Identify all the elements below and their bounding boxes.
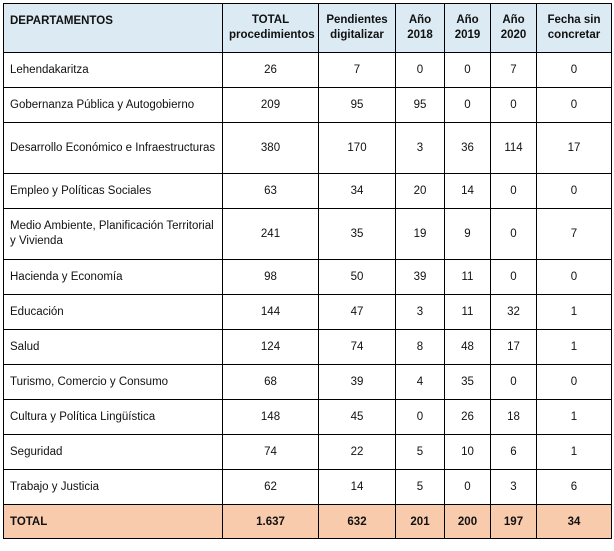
cell-2020: 6 (491, 435, 537, 470)
cell-department: Educación (4, 295, 223, 330)
cell-pendientes: 39 (319, 365, 396, 400)
cell-2019: 11 (445, 260, 491, 295)
cell-2020: 18 (491, 400, 537, 435)
cell-total: 124 (223, 330, 319, 365)
cell-sin-fecha: 1 (537, 400, 612, 435)
cell-pendientes: 45 (319, 400, 396, 435)
cell-pendientes: 74 (319, 330, 396, 365)
cell-pendientes: 34 (319, 174, 396, 209)
cell-department: Medio Ambiente, Planificación Territorial y Vivienda (4, 209, 223, 260)
cell-2019: 35 (445, 365, 491, 400)
table-body (4, 53, 612, 505)
cell-pendientes: 50 (319, 260, 396, 295)
table-row (4, 260, 612, 295)
cell-sin-fecha: 6 (537, 470, 612, 505)
cell-department: Empleo y Políticas Sociales (4, 174, 223, 209)
cell-2020: 0 (491, 88, 537, 123)
total-2020: 197 (491, 505, 537, 539)
cell-sin-fecha: 0 (537, 88, 612, 123)
table-row (4, 123, 612, 174)
cell-total: 98 (223, 260, 319, 295)
header-total: TOTAL procedimientos (223, 4, 319, 53)
cell-2019: 0 (445, 88, 491, 123)
cell-2018: 4 (396, 365, 445, 400)
table-row (4, 53, 612, 88)
cell-pendientes: 14 (319, 470, 396, 505)
cell-2018: 19 (396, 209, 445, 260)
cell-2019: 11 (445, 295, 491, 330)
header-pendientes: Pendientes digitalizar (319, 4, 396, 53)
cell-total: 144 (223, 295, 319, 330)
header-departamentos: DEPARTAMENTOS (4, 4, 223, 53)
total-2018: 201 (396, 505, 445, 539)
cell-department: Turismo, Comercio y Consumo (4, 365, 223, 400)
cell-2020: 7 (491, 53, 537, 88)
header-fecha-sin-concretar: Fecha sin concretar (537, 4, 612, 53)
cell-sin-fecha: 0 (537, 365, 612, 400)
cell-2020: 0 (491, 174, 537, 209)
procedures-table (3, 3, 612, 539)
cell-2018: 0 (396, 53, 445, 88)
cell-2020: 17 (491, 330, 537, 365)
table-row (4, 174, 612, 209)
cell-2018: 0 (396, 400, 445, 435)
cell-2019: 36 (445, 123, 491, 174)
cell-total: 74 (223, 435, 319, 470)
cell-department: Salud (4, 330, 223, 365)
cell-department: Cultura y Política Lingüística (4, 400, 223, 435)
total-pendientes: 632 (319, 505, 396, 539)
cell-total: 63 (223, 174, 319, 209)
cell-pendientes: 47 (319, 295, 396, 330)
cell-2019: 9 (445, 209, 491, 260)
cell-2018: 5 (396, 470, 445, 505)
cell-2018: 3 (396, 123, 445, 174)
total-sin-fecha: 34 (537, 505, 612, 539)
cell-sin-fecha: 7 (537, 209, 612, 260)
cell-total: 148 (223, 400, 319, 435)
cell-pendientes: 7 (319, 53, 396, 88)
cell-pendientes: 35 (319, 209, 396, 260)
cell-sin-fecha: 1 (537, 295, 612, 330)
table-row (4, 209, 612, 260)
header-ano-2020: Año 2020 (491, 4, 537, 53)
total-2019: 200 (445, 505, 491, 539)
cell-pendientes: 22 (319, 435, 396, 470)
table-row (4, 400, 612, 435)
cell-2018: 95 (396, 88, 445, 123)
cell-2018: 8 (396, 330, 445, 365)
table-row (4, 470, 612, 505)
cell-2019: 10 (445, 435, 491, 470)
cell-sin-fecha: 0 (537, 174, 612, 209)
total-label: TOTAL (4, 505, 223, 539)
cell-department: Gobernanza Pública y Autogobierno (4, 88, 223, 123)
cell-2019: 0 (445, 470, 491, 505)
cell-2020: 114 (491, 123, 537, 174)
cell-department: Seguridad (4, 435, 223, 470)
cell-sin-fecha: 1 (537, 435, 612, 470)
cell-sin-fecha: 0 (537, 53, 612, 88)
cell-total: 68 (223, 365, 319, 400)
cell-2018: 5 (396, 435, 445, 470)
cell-department: Trabajo y Justicia (4, 470, 223, 505)
cell-2020: 32 (491, 295, 537, 330)
cell-sin-fecha: 17 (537, 123, 612, 174)
header-ano-2019: Año 2019 (445, 4, 491, 53)
cell-department: Desarrollo Económico e Infraestructuras (4, 123, 223, 174)
cell-sin-fecha: 0 (537, 260, 612, 295)
cell-total: 380 (223, 123, 319, 174)
cell-2020: 0 (491, 365, 537, 400)
cell-2018: 20 (396, 174, 445, 209)
cell-sin-fecha: 1 (537, 330, 612, 365)
total-procedimientos: 1.637 (223, 505, 319, 539)
cell-2018: 3 (396, 295, 445, 330)
cell-2019: 14 (445, 174, 491, 209)
header-ano-2018: Año 2018 (396, 4, 445, 53)
table-header (4, 4, 612, 53)
cell-pendientes: 170 (319, 123, 396, 174)
cell-2019: 48 (445, 330, 491, 365)
cell-2020: 3 (491, 470, 537, 505)
cell-2019: 0 (445, 53, 491, 88)
cell-department: Hacienda y Economía (4, 260, 223, 295)
cell-pendientes: 95 (319, 88, 396, 123)
table-row (4, 365, 612, 400)
cell-2018: 39 (396, 260, 445, 295)
cell-department: Lehendakaritza (4, 53, 223, 88)
table-row (4, 330, 612, 365)
cell-total: 26 (223, 53, 319, 88)
table-row (4, 295, 612, 330)
cell-total: 62 (223, 470, 319, 505)
table-row (4, 435, 612, 470)
total-row (4, 505, 612, 539)
total-row-group (4, 505, 612, 539)
cell-2019: 26 (445, 400, 491, 435)
cell-total: 241 (223, 209, 319, 260)
cell-2020: 0 (491, 260, 537, 295)
cell-total: 209 (223, 88, 319, 123)
cell-2020: 0 (491, 209, 537, 260)
table-row (4, 88, 612, 123)
